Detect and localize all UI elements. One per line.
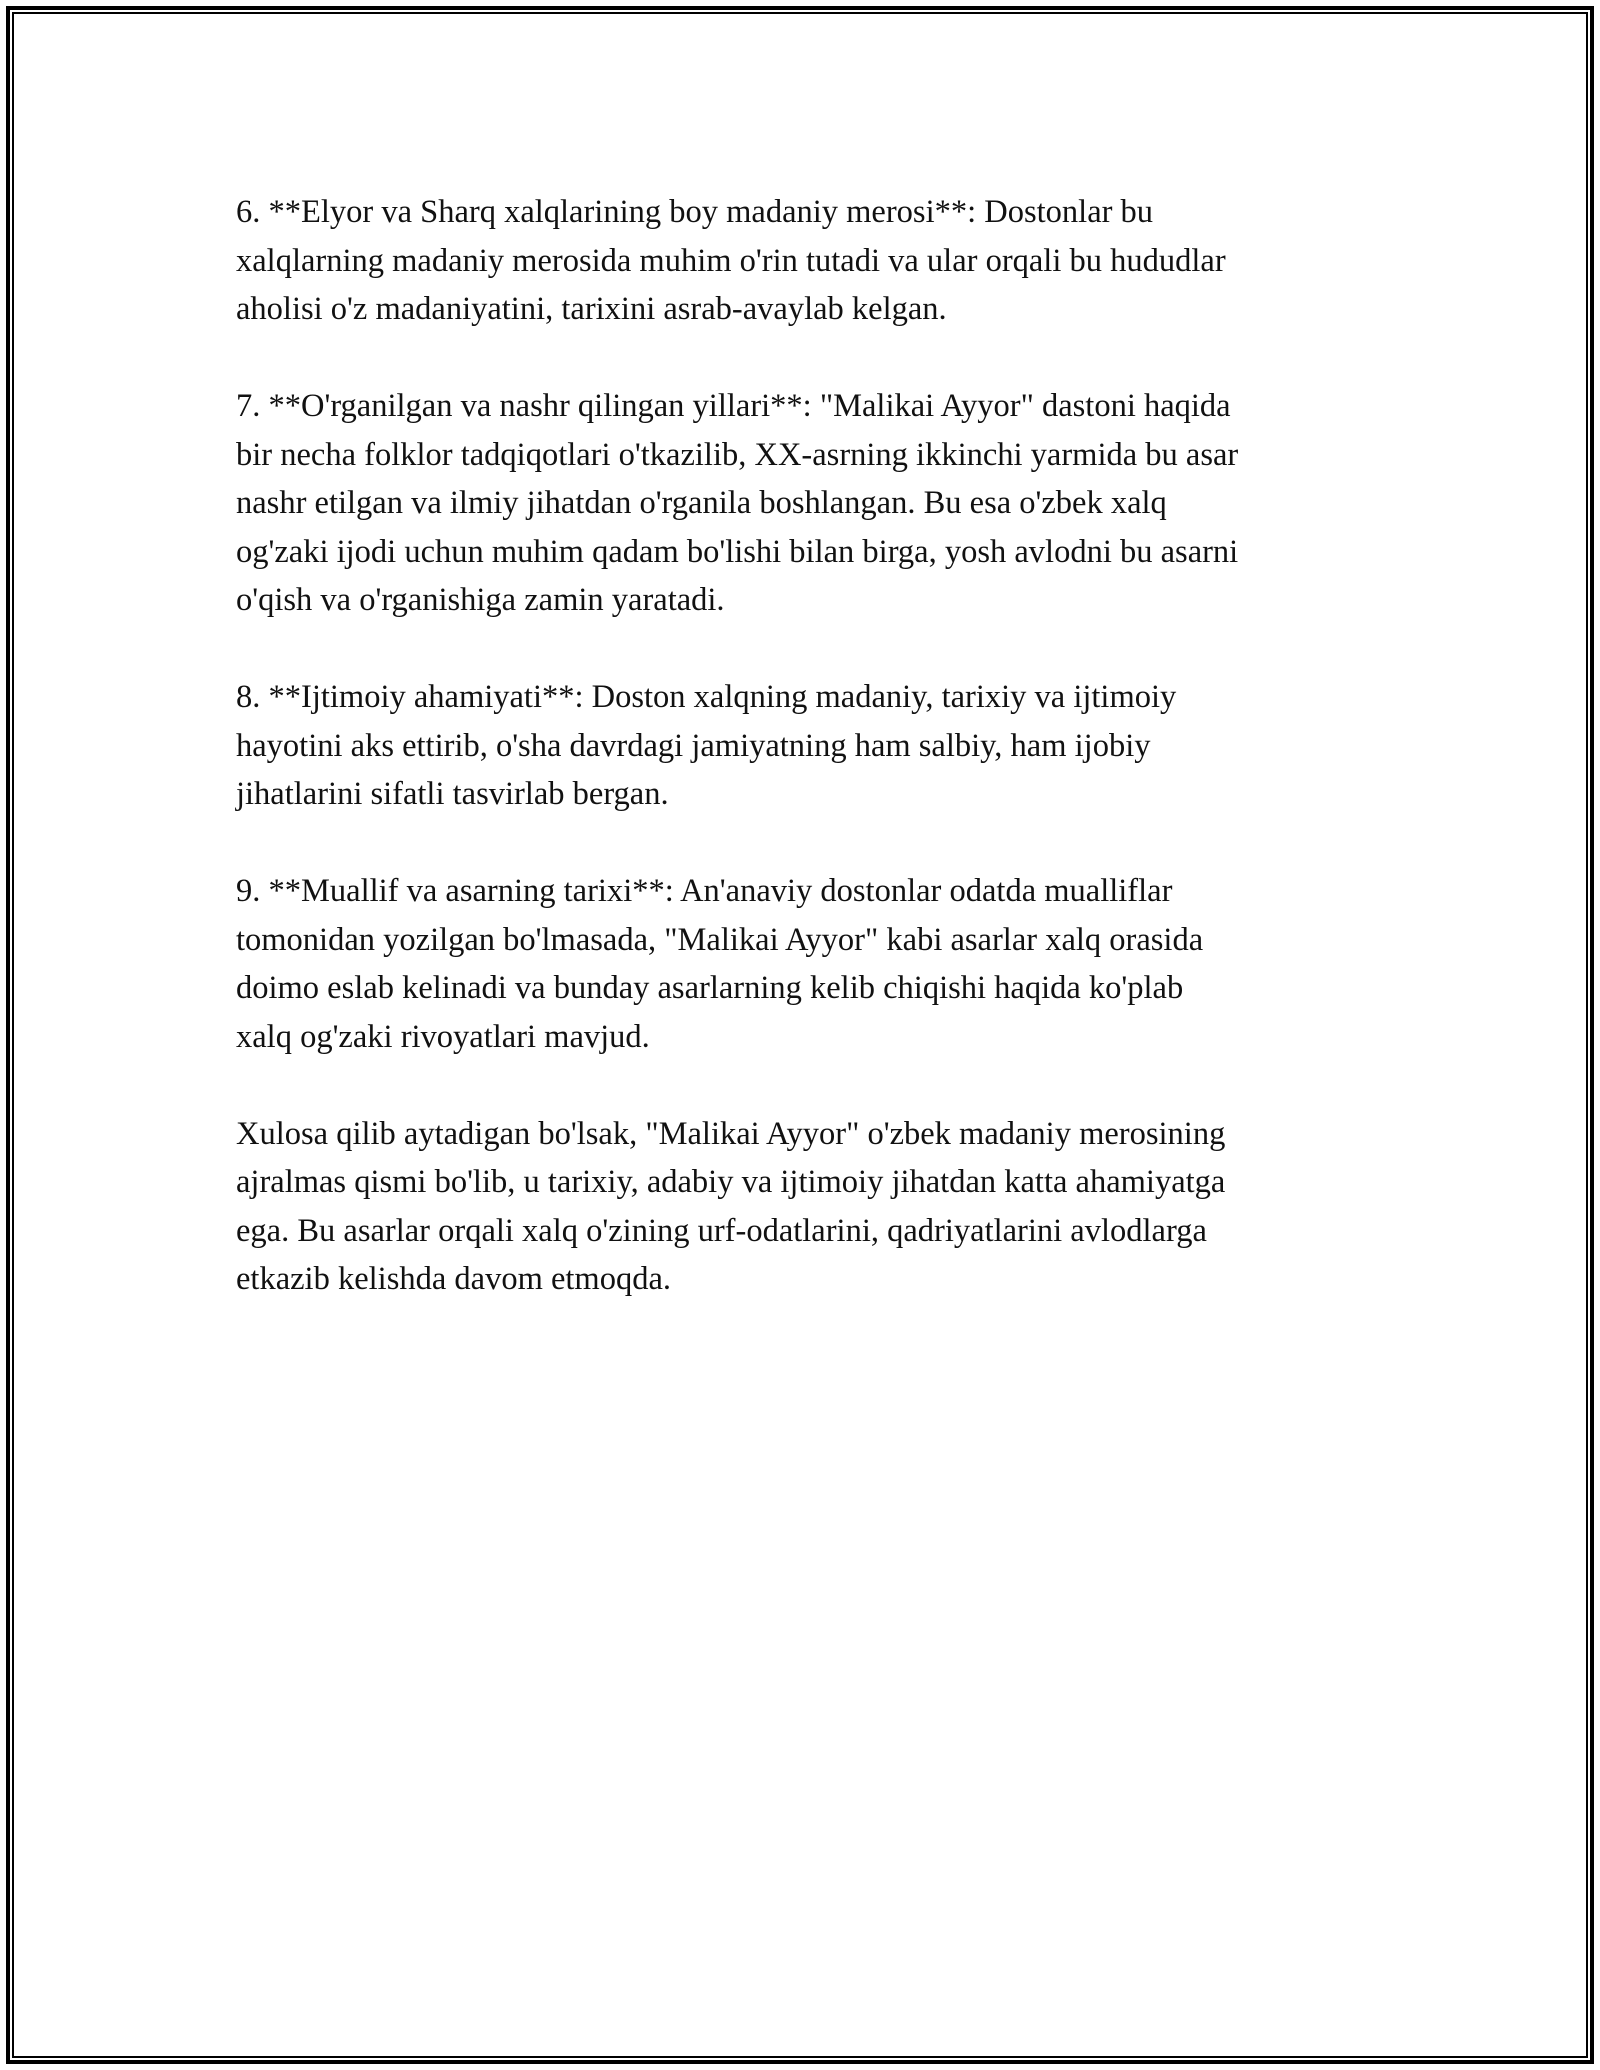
text-line: og'zaki ijodi uchun muhim qadam bo'lishi bilan birga, yosh avlodni bu asarni bbox=[236, 533, 1239, 570]
text-line: doimo eslab kelinadi va bunday asarlarning kelib chiqishi haqida ko'plab bbox=[236, 970, 1184, 1006]
text-line: 7. **O'rganilgan va nashr qilingan yillari**: "Malikai Ayyor" dastoni haqida bbox=[236, 388, 1231, 424]
text-line: ega. Bu asarlar orqali xalq o'zining urf-odatlarini, qadriyatlarini avlodlarga bbox=[236, 1212, 1207, 1249]
text-line: hayotini aks ettirib, o'sha davrdagi jamiyatning ham salbiy, ham ijobiy bbox=[236, 727, 1151, 764]
text-line: bir necha folklor tadqiqotlari o'tkazilib, XX-asrning ikkinchi yarmida bu asar bbox=[236, 436, 1239, 473]
text-line: 6. **Elyor va Sharq xalqlarining boy madaniy merosi**: Dostonlar bu bbox=[236, 194, 1154, 230]
text-line: nashr etilgan va ilmiy jihatdan o'rganila boshlangan. Bu esa o'zbek xalq bbox=[236, 485, 1167, 521]
text-line: Xulosa qilib aytadigan bo'lsak, "Malikai Ayyor" o'zbek madaniy merosining bbox=[236, 1115, 1226, 1152]
text-line: xalq og'zaki rivoyatlari mavjud. bbox=[236, 1018, 650, 1055]
text-line: 8. **Ijtimoiy ahamiyati**: Doston xalqning madaniy, tarixiy va ijtimoiy bbox=[236, 679, 1177, 715]
paragraph-7 bbox=[236, 382, 1376, 625]
text-line: jihatlarini sifatli tasvirlab bergan. bbox=[236, 776, 669, 812]
paragraph-conclusion bbox=[236, 1110, 1376, 1304]
text-line: 9. **Muallif va asarning tarixi**: An'anaviy dostonlar odatda mualliflar bbox=[236, 873, 1173, 909]
text-line: aholisi o'z madaniyatini, tarixini asrab-avaylab kelgan. bbox=[236, 291, 947, 327]
text-line: o'qish va o'rganishiga zamin yaratadi. bbox=[236, 582, 725, 618]
text-line: xalqlarning madaniy merosida muhim o'rin tutadi va ular orqali bu hududlar bbox=[236, 242, 1226, 279]
text-line: ajralmas qismi bo'lib, u tarixiy, adabiy va ijtimoiy jihatdan katta ahamiyatga bbox=[236, 1164, 1226, 1200]
paragraph-8 bbox=[236, 673, 1376, 819]
paragraph-9 bbox=[236, 867, 1376, 1061]
text-line: etkazib kelishda davom etmoqda. bbox=[236, 1261, 672, 1297]
paragraph-6 bbox=[236, 188, 1376, 334]
text-line: tomonidan yozilgan bo'lmasada, "Malikai Ayyor" kabi asarlar xalq orasida bbox=[236, 921, 1204, 958]
document-body bbox=[236, 188, 1376, 1352]
